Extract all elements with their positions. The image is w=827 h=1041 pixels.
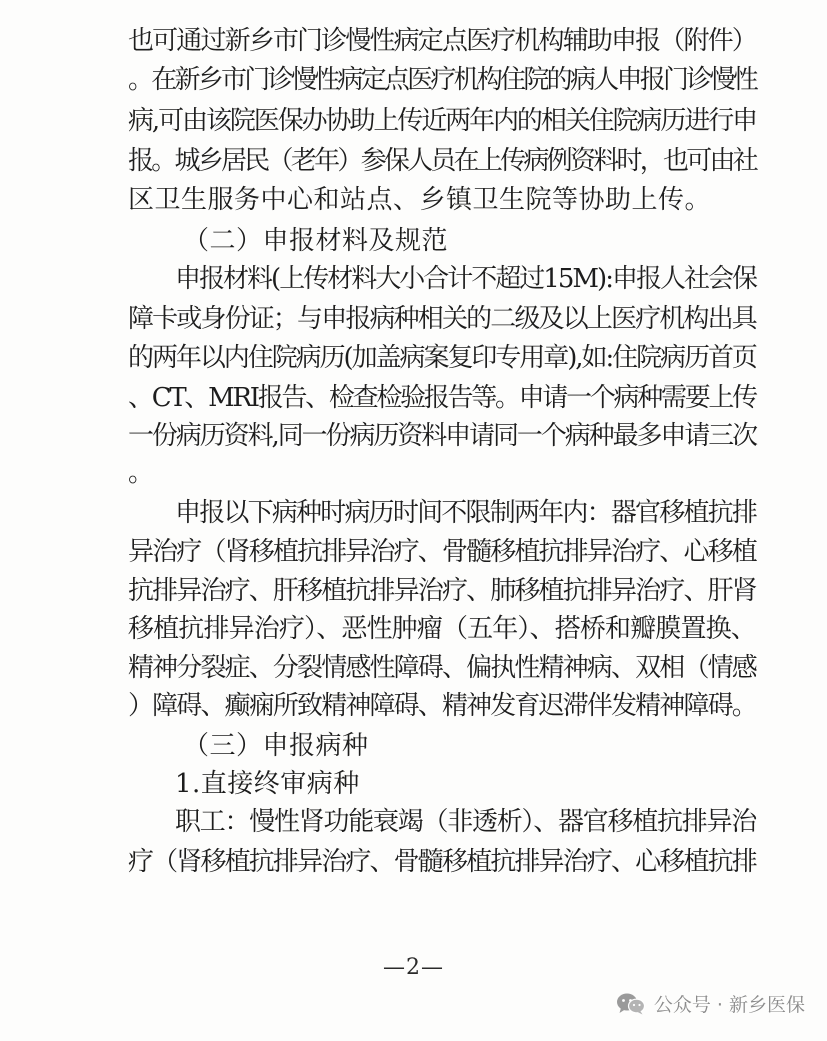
watermark-text: 公众号 · 新乡医保 (653, 994, 805, 1016)
text-line: ）障碍、癫痫所致精神障碍、精神发育迟滞伴发精神障碍。 (128, 691, 756, 721)
page-number: —2— (383, 955, 444, 980)
text-line: （三）申报病种 (183, 731, 369, 761)
wechat-icon (616, 992, 646, 1016)
text-line: 障卡或身份证；与申报病种相关的二级及以上医疗机构出具 (128, 304, 756, 334)
text-line: 、CT、MRI报告、检查检验报告等。申请一个病种需要上传 (128, 383, 756, 413)
text-line: 的两年以内住院病历(加盖病案复印专用章),如:住院病历首页 (128, 343, 756, 373)
text-line: 移植抗排异治疗）、恶性肿瘤（五年）、搭桥和瓣膜置换、 (128, 614, 756, 644)
text-line: 申报材料(上传材料大小合计不超过15M):申报人社会保 (175, 264, 757, 294)
text-line: 抗排异治疗、肝移植抗排异治疗、肺移植抗排异治疗、肝肾 (128, 576, 756, 606)
text-line: 。在新乡市门诊慢性病定点医疗机构住院的病人申报门诊慢性 (128, 65, 757, 95)
text-line: 精神分裂症、分裂情感性障碍、偏执性精神病、双相（情感 (128, 653, 756, 683)
wechat-watermark (616, 990, 805, 1017)
text-line: （二）申报材料及规范 (183, 226, 449, 256)
text-line: 报。城乡居民（老年）参保人员在上传病例资料时，也可由社 (128, 146, 757, 176)
text-line: 。 (128, 458, 155, 488)
text-line: 也可通过新乡市门诊慢性病定点医疗机构辅助申报（附件） (128, 26, 756, 56)
text-line: 申报以下病种时病历时间不限制两年内：器官移植抗排 (175, 498, 757, 528)
text-line: 1.直接终审病种 (175, 769, 360, 799)
text-line: 病,可由该院医保办协助上传近两年内的相关住院病历进行申 (128, 106, 757, 136)
text-line: 疗（肾移植抗排异治疗、骨髓移植抗排异治疗、心移植抗排 (128, 847, 756, 877)
text-line: 区卫生服务中心和站点、乡镇卫生院等协助上传。 (128, 185, 712, 215)
text-line: 一份病历资料,同一份病历资料申请同一个病种最多申请三次 (128, 421, 757, 451)
text-line: 异治疗（肾移植抗排异治疗、骨髓移植抗排异治疗、心移植 (128, 537, 756, 567)
text-line: 职工：慢性肾功能衰竭（非透析）、器官移植抗排异治 (175, 807, 757, 837)
